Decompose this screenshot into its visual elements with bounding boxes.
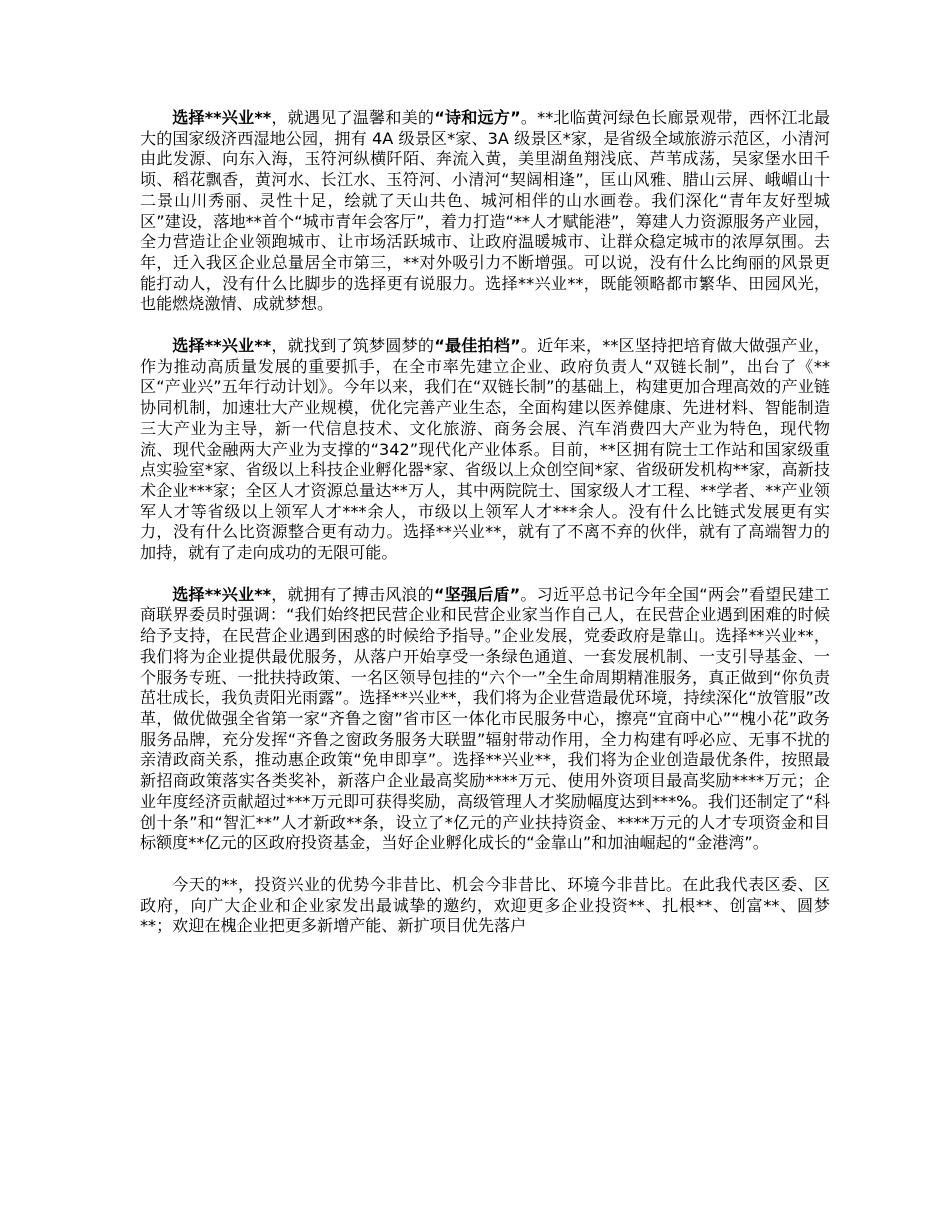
paragraph-2-lead: 选择**兴业** bbox=[172, 336, 272, 356]
paragraph-2 bbox=[140, 336, 830, 564]
paragraph-3-lead: 选择**兴业** bbox=[172, 584, 272, 604]
document-body bbox=[140, 108, 830, 958]
paragraph-2-mid: ，就找到了筑梦圆梦的 bbox=[271, 336, 435, 356]
paragraph-4-text: 今天的**，投资兴业的优势今非昔比、机会今非昔比、环境今非昔比。在此我代表区委、区政府，向广大企业和企业家发出最诚挚的邀约，欢迎更多企业投资**、扎根**、创富**、圆梦**；欢迎在槐企业把更多新增产能、新扩项目优先落户 bbox=[140, 874, 830, 936]
paragraph-3-highlight: “坚强后盾” bbox=[433, 584, 521, 604]
paragraph-3-text: 。习近平总书记今年全国“两会”看望民建工商联界委员时强调：“我们始终把民营企业和民营企业家当作自己人，在民营企业遇到困难的时候给予支持，在民营企业遇到困惑的时候给予指导。”企业发展，党委政府是靠山。选择**兴业**，我们将为企业提供最优服务，从落户开始享受一条绿色通道、一套发展机制、一支引导基金、一个服务专班、一批扶持政策、一名区领导包挂的“六个一”全生命周期精准服务，真正做到“你负责茁壮成长，我负责阳光雨露”。选择**兴业**，我们将为企业营造最优环境，持续深化“放管服”改革，做优做强全省第一家“齐鲁之窗”省市区一体化市民服务中心，擦亮“宜商中心”“槐小花”政务服务品牌，充分发挥“齐鲁之窗政务服务大联盟”辐射带动作用，全力构建有呼必应、无事不扰的亲清政商关系，推动惠企政策“免申即享”。选择**兴业**，我们将为企业创造最优条件，按照最新招商政策落实各类奖补，新落户企业最高奖励****万元、使用外资项目最高奖励****万元；企业年度经济贡献超过***万元即可获得奖励，高级管理人才奖励幅度达到***%。我们还制定了“科创十条”和“智汇**”人才新政**条，设立了*亿元的产业扶持资金、****万元的人才专项资金和目标额度**亿元的区政府投资基金，当好企业孵化成长的“金靠山”和加油崛起的“金港湾”。 bbox=[140, 584, 830, 853]
paragraph-3 bbox=[140, 585, 830, 854]
paragraph-2-highlight: “最佳拍档” bbox=[434, 336, 521, 356]
paragraph-1-highlight: “诗和远方” bbox=[434, 108, 521, 127]
paragraph-1-mid: ，就遇见了温馨和美的 bbox=[271, 108, 435, 127]
paragraph-1 bbox=[140, 108, 830, 315]
paragraph-1-text: 。**北临黄河绿色长廊景观带，西怀江北最大的国家级济西湿地公园，拥有 4A 级景区*家、3A 级景区*家，是省级全域旅游示范区，小清河由此发源、向东入海，玉符河纵横阡陌、奔流入黄，美里湖鱼翔浅底、芦苇成荡，吴家堡水田千顷、稻花飘香，黄河水、长江水、玉符河、小清河“契阔相逢”，匡山风雅、腊山云屏、峨嵋山十二景山川秀丽、灵性十足，绘就了天山共色、城河相伴的山水画卷。我们深化“青年友好型城区”建设，落地**首个“城市青年会客厅”，着力打造“**人才赋能港”，筹建人力资源服务产业园，全力营造让企业领跑城市、让市场活跃城市、让政府温暖城市、让群众稳定城市的浓厚氛围。去年，迁入我区企业总量居全市第三，**对外吸引力不断增强。可以说，没有什么比绚丽的风景更能打动人，没有什么比脚步的选择更有说服力。选择**兴业**，既能领略都市繁华、田园风光，也能燃烧激情、成就梦想。 bbox=[140, 108, 831, 314]
paragraph-1-lead: 选择**兴业** bbox=[172, 108, 272, 127]
paragraph-4 bbox=[140, 875, 830, 937]
paragraph-3-mid: ，就拥有了搏击风浪的 bbox=[271, 584, 434, 604]
paragraph-2-text: 。近年来，**区坚持把培育做大做强产业，作为推动高质量发展的重要抓手，在全市率先建立企业、政府负责人“双链长制”，出台了《**区“产业兴”五年行动计划》。今年以来，我们在“双链长制”的基础上，构建更加合理高效的产业链协同机制，加速壮大产业规模，优化完善产业生态，全面构建以医养健康、先进材料、智能制造三大产业为主导，新一代信息技术、文化旅游、商务会展、汽车消费四大产业为特色，现代物流、现代金融两大产业为支撑的“342”现代化产业体系。目前，**区拥有院士工作站和国家级重点实验室*家、省级以上科技企业孵化器*家、省级以上众创空间*家、省级研发机构**家，高新技术企业***家；全区人才资源总量达**万人，其中两院院士、国家级人才工程、**学者、**产业领军人才等省级以上领军人才***余人，市级以上领军人才***余人。没有什么比链式发展更有实力，没有什么比资源整合更有动力。选择**兴业**，就有了不离不弃的伙伴，就有了高端智力的加持，就有了走向成功的无限可能。 bbox=[140, 336, 831, 563]
